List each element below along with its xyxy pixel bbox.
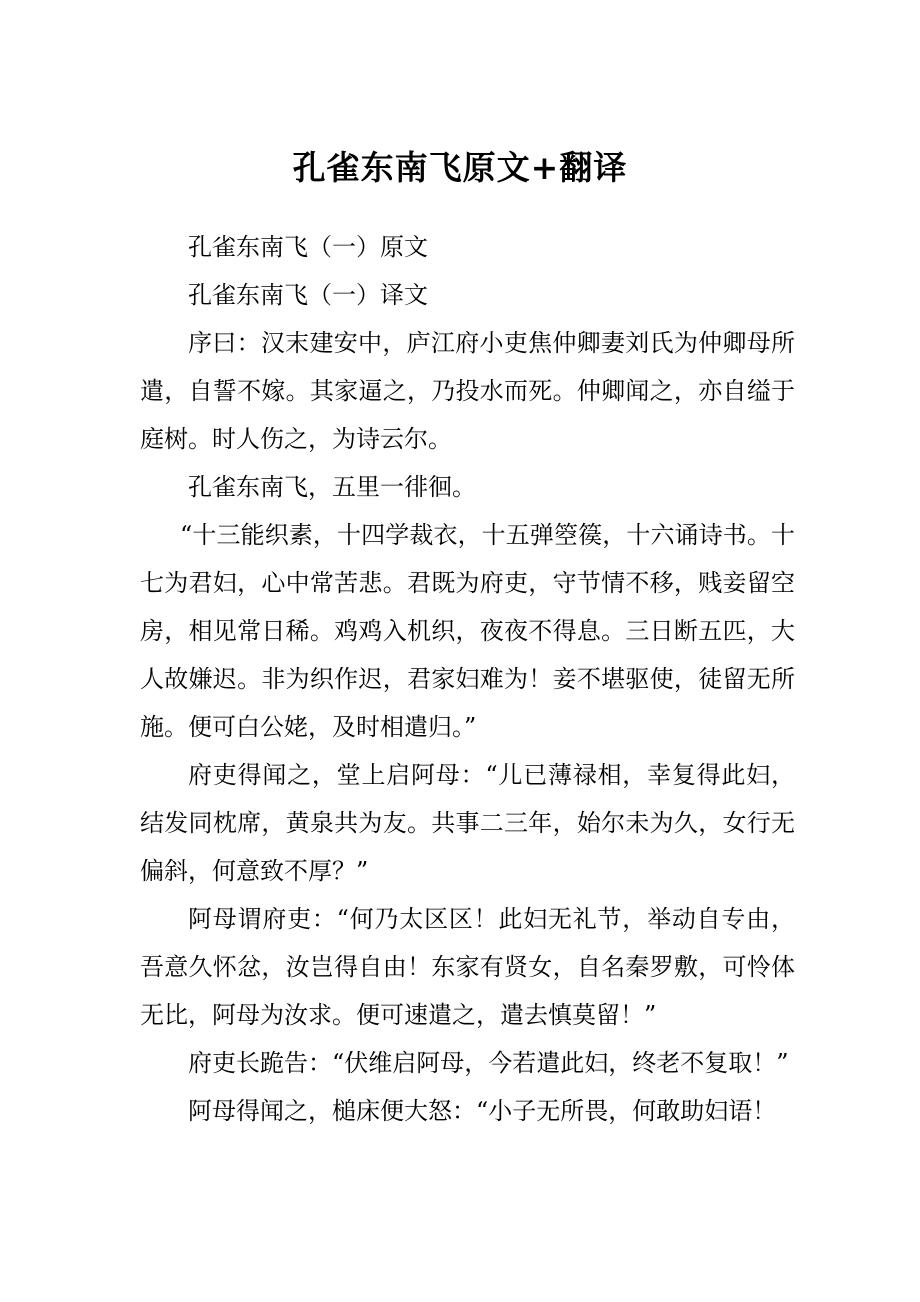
section-heading-original: 孔雀东南飞（一）原文: [188, 233, 428, 261]
mother-reply-paragraph: 阿母谓府吏：“何乃太区区！此妇无礼节，举动自专由，吾意久怀忿，汝岂得自由！东家有贤女，自名秦罗敷，可怜体无比，阿母为汝求。便可速遣之，遣去慎莫留！”: [140, 905, 795, 1029]
mother-anger-paragraph: 阿母得闻之，槌床便大怒：“小子无所畏，何敢助妇语！: [188, 1097, 777, 1125]
preface-paragraph: 序曰：汉末建安中，庐江府小吏焦仲卿妻刘氏为仲卿母所遣，自誓不嫁。其家逼之，乃投水而死。仲卿闻之，亦自缢于庭树。时人伤之，为诗云尔。: [140, 329, 795, 453]
lanzhi-speech-paragraph: “十三能织素，十四学裁衣，十五弹箜篌，十六诵诗书。十七为君妇，心中常苦悲。君既为府吏，守节情不移，贱妾留空房，相见常日稀。鸡鸡入机织，夜夜不得息。三日断五匹，大人故嫌迟。非为织作迟，君家妇难为！妾不堪驱使，徒留无所施。便可白公姥，及时相遣归。”: [140, 521, 795, 741]
section-heading-translation: 孔雀东南飞（一）译文: [188, 281, 428, 309]
opening-line-paragraph: 孔雀东南飞，五里一徘徊。: [188, 473, 476, 501]
document-body: [140, 223, 795, 1135]
official-kneel-paragraph: 府吏长跪告：“伏维启阿母，今若遣此妇，终老不复取！”: [188, 1049, 789, 1077]
official-reply-paragraph: 府吏得闻之，堂上启阿母：“儿已薄禄相，幸复得此妇，结发同枕席，黄泉共为友。共事二三年，始尔未为久，女行无偏斜，何意致不厚？”: [140, 761, 795, 885]
document-title: 孔雀东南飞原文+翻译: [292, 148, 628, 187]
